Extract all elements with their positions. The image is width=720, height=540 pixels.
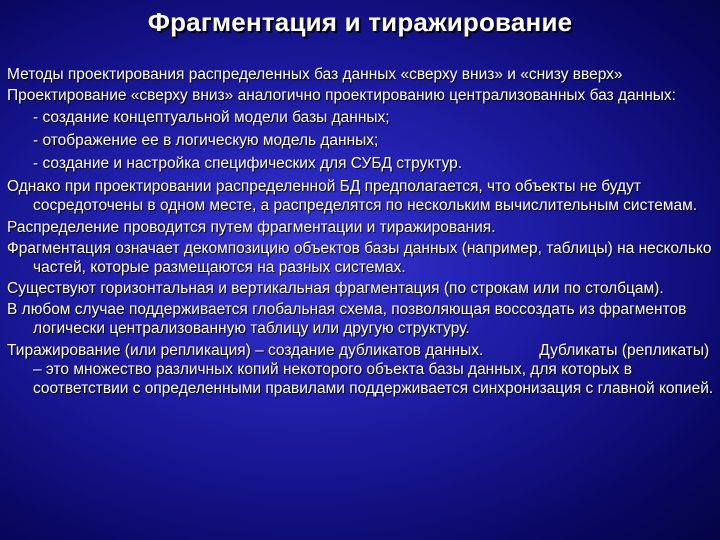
paragraph-design-methods: Методы проектирования распределенных баз данных «сверху вниз» и «снизу вверх» [7,66,623,83]
list-item-conceptual-model: - создание концептуальной модели базы данных; [33,108,390,126]
slide-title: Фрагментация и тиражирование [147,7,573,37]
paragraph-global-schema: В любом случае поддерживается глобальная схема, позволяющая воссоздать из фрагментов логически централизованную таблицу или другую структуру. [7,301,687,338]
list-item-logical-model: - отображение ее в логическую модель данных; [33,131,379,149]
paragraph-top-down-design: Проектирование «сверху вниз» аналогично проектированию централизованных баз данных: [7,87,676,105]
paragraph-replication: Тиражирование (или репликация) – создание дубликатов данных. Дубликаты (репликаты) – это множество различных копий некоторого объекта базы данных, для которых в соответствии с определенными правилами поддерживается синхронизация с главной копией. [7,341,714,397]
paragraph-fragmentation-definition: Фрагментация означает декомпозицию объектов базы данных (например, таблицы) на несколько частей, которые размещаются на разных системах. [7,239,712,276]
paragraph-distribution-method: Распределение проводится путем фрагментации и тиражирования. [7,218,496,236]
paragraph-fragmentation-types: Существуют горизонтальная и вертикальная фрагментация (по строкам или по столбцам). [7,280,664,298]
list-item-dbms-structures: - создание и настройка специфических для СУБД структур. [33,155,463,173]
paragraph-distributed-objects: Однако при проектировании распределенной БД предполагается, что объекты не будут сосредоточены в одном месте, а распределятся по нескольким вычислительным системам. [7,178,698,215]
slide-body [7,66,715,398]
